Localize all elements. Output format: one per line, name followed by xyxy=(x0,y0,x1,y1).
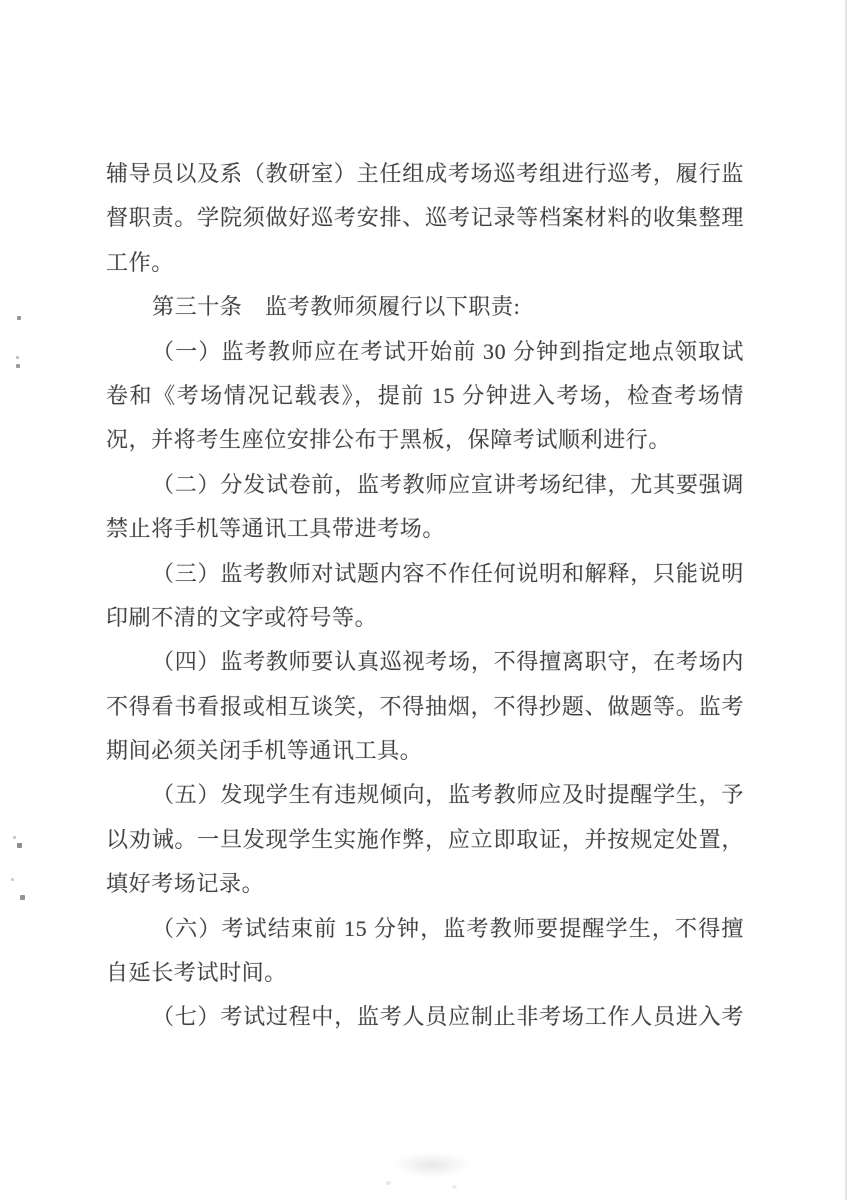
text-line: 辅导员以及系（教研室）主任组成考场巡考组进行巡考，履行监 xyxy=(106,161,744,186)
text-line: （三）监考教师对试题内容不作任何说明和解释，只能说明 xyxy=(152,560,744,586)
scan-smudge xyxy=(386,1181,391,1185)
text-line: 印刷不清的文字或符号等。 xyxy=(106,604,378,630)
text-line: （一）监考教师应在考试开始前 30 分钟到指定地点领取试 xyxy=(152,338,744,364)
text-line: 期间必须关闭手机等通讯工具。 xyxy=(106,738,423,764)
text-line: （六）考试结束前 15 分钟，监考教师要提醒学生，不得擅 xyxy=(152,915,744,941)
text-line: 禁止将手机等通讯工具带进考场。 xyxy=(106,516,446,542)
text-line: 不得看书看报或相互谈笑，不得抽烟，不得抄题、做题等。监考 xyxy=(106,693,744,719)
text-line: 以劝诫。一旦发现学生实施作弊，应立即取证，并按规定处置， xyxy=(106,826,744,852)
scan-speck xyxy=(16,356,19,359)
text-line: 工作。 xyxy=(106,249,174,275)
text-line: 况，并将考生座位安排公布于黑板，保障考试顺利进行。 xyxy=(106,427,672,453)
scan-speck xyxy=(17,316,21,320)
text-line: （七）考试过程中，监考人员应制止非考场工作人员进入考 xyxy=(152,1004,744,1030)
text-line: （二）分发试卷前，监考教师应宣讲考场纪律，尤其要强调 xyxy=(152,471,744,497)
scan-speck xyxy=(20,895,25,900)
scan-speck xyxy=(11,878,14,881)
text-line: 督职责。学院须做好巡考安排、巡考记录等档案材料的收集整理 xyxy=(106,205,744,231)
text-line: （四）监考教师要认真巡视考场，不得擅离职守，在考场内 xyxy=(152,649,744,675)
article-heading: 第三十条 监考教师须履行以下职责: xyxy=(152,294,521,320)
text-line: 自延长考试时间。 xyxy=(106,960,287,986)
text-line: （五）发现学生有违规倾向，监考教师应及时提醒学生，予 xyxy=(152,782,744,808)
scan-smudge xyxy=(392,1152,472,1178)
document-body xyxy=(106,152,744,1040)
scan-speck xyxy=(13,836,16,839)
text-line: 填好考场记录。 xyxy=(106,871,265,897)
scan-speck xyxy=(16,364,20,368)
text-line: 卷和《考场情况记载表》，提前 15 分钟进入考场，检查考场情 xyxy=(106,382,744,408)
scan-smudge xyxy=(452,1185,457,1189)
scan-speck xyxy=(17,843,22,848)
